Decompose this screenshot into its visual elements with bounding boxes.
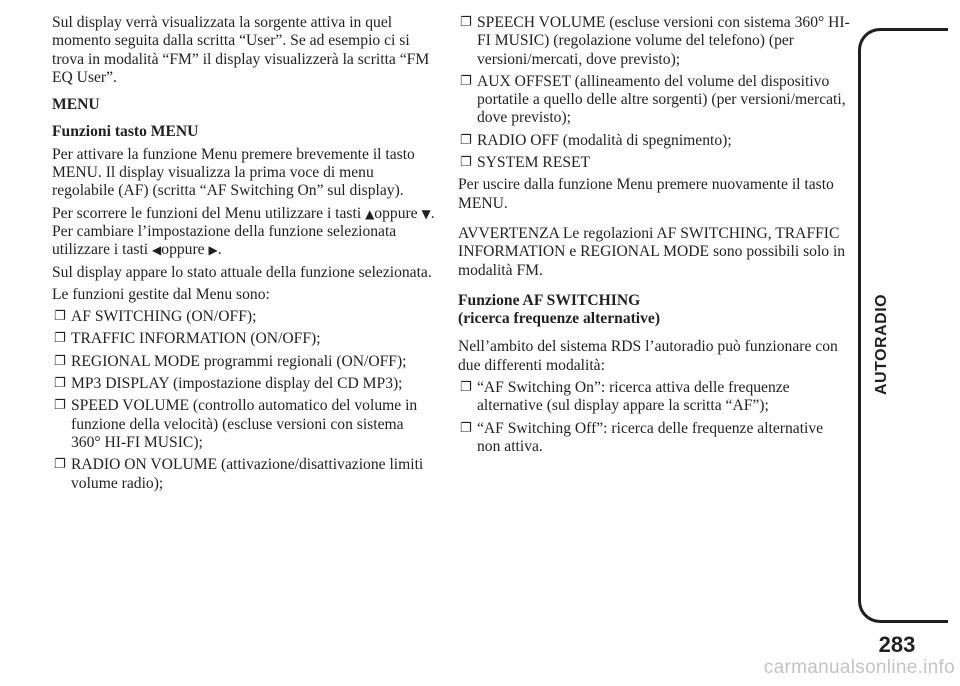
menu-navigation-paragraph xyxy=(52,205,437,260)
list-item: ❐ TRAFFIC INFORMATION (ON/OFF); xyxy=(54,330,321,348)
checkbox-bullet-icon: ❐ xyxy=(460,73,472,89)
nav-text-2: oppure xyxy=(374,204,422,222)
checkbox-bullet-icon: ❐ xyxy=(460,132,472,148)
list-item: ❐ “AF Switching Off”: ricerca delle frequenze alternative non attiva. xyxy=(460,419,824,455)
checkbox-bullet-icon: ❐ xyxy=(460,420,472,436)
checkbox-bullet-icon: ❐ xyxy=(54,398,66,414)
arrow-down-icon: ▼ xyxy=(421,206,431,221)
status-paragraph: Sul display appare lo stato attuale della funzione selezionata. xyxy=(52,263,432,281)
checkbox-bullet-icon: ❐ xyxy=(460,380,472,396)
functions-intro: Le funzioni gestite dal Menu sono: xyxy=(52,285,270,303)
list-item: ❐ SYSTEM RESET xyxy=(460,154,591,172)
checkbox-bullet-icon: ❐ xyxy=(460,155,472,171)
checkbox-bullet-icon: ❐ xyxy=(54,353,66,369)
list-item: ❐ REGIONAL MODE programmi regionali (ON/OFF); xyxy=(54,352,407,370)
menu-activation-paragraph: Per attivare la funzione Menu premere brevemente il tasto MENU. Il display visualizza la prima voce di menu regolabile (AF) (scritta “AF Switching On” sul display). xyxy=(52,145,415,200)
left-column xyxy=(52,14,437,497)
af-switching-heading: Funzione AF SWITCHING (ricerca frequenze alternative) xyxy=(458,291,661,328)
checkbox-bullet-icon: ❐ xyxy=(54,457,66,473)
intro-paragraph: Sul display verrà visualizzata la sorgente attiva in quel momento seguita dalla scritta “User”. Se ad esempio ci si trova in modalità “FM” il display visualizzerà la scritta “FM EQ User”. xyxy=(52,14,430,86)
right-column xyxy=(458,14,850,460)
list-item: ❐ RADIO ON VOLUME (attivazione/disattivazione limiti volume radio); xyxy=(54,456,424,492)
arrow-right-icon: ▶ xyxy=(208,243,218,258)
menu-heading: MENU xyxy=(52,96,100,114)
checkbox-bullet-icon: ❐ xyxy=(54,376,66,392)
list-item: ❐ RADIO OFF (modalità di spegnimento); xyxy=(460,131,732,149)
arrow-left-icon: ◀ xyxy=(152,243,162,258)
list-item: ❐ AF SWITCHING (ON/OFF); xyxy=(54,308,257,326)
list-item: ❐ SPEED VOLUME (controllo automatico del volume in funzione della velocità) (escluse versioni con sistema 360° HI-FI MUSIC); xyxy=(54,397,418,451)
menu-subheading: Funzioni tasto MENU xyxy=(52,123,199,141)
nav-text-1: Per scorrere le funzioni del Menu utilizzare i tasti xyxy=(52,204,366,222)
list-item: ❐ “AF Switching On”: ricerca attiva delle frequenze alternative (sul display appare la scritta “AF”); xyxy=(460,379,790,415)
warning-paragraph: AVVERTENZA Le regolazioni AF SWITCHING, TRAFFIC INFORMATION e REGIONAL MODE sono possibili solo in modalità FM. xyxy=(458,224,846,279)
watermark: carmanualsonline.info xyxy=(763,657,955,678)
nav-text-5: . xyxy=(217,241,222,259)
nav-text-3: . Per cambiare l’impostazione della funzione selezionata utilizzare i tasti xyxy=(52,204,435,259)
arrow-up-icon: ▲ xyxy=(365,206,375,221)
exit-menu-paragraph: Per uscire dalla funzione Menu premere nuovamente il tasto MENU. xyxy=(458,176,834,212)
nav-text-4: oppure xyxy=(161,241,209,259)
checkbox-bullet-icon: ❐ xyxy=(54,331,66,347)
af-intro-paragraph: Nell’ambito del sistema RDS l’autoradio può funzionare con due differenti modalità: xyxy=(458,338,838,374)
checkbox-bullet-icon: ❐ xyxy=(460,15,472,30)
chapter-tab xyxy=(858,28,948,623)
list-item: ❐ AUX OFFSET (allineamento del volume del dispositivo portatile a quello delle altre sorgenti) (per versioni/mercati, dove previsto); xyxy=(460,72,846,127)
page-number: 283 xyxy=(878,632,916,657)
checkbox-bullet-icon: ❐ xyxy=(54,309,66,325)
list-item: ❐ SPEECH VOLUME (escluse versioni con sistema 360° HI-FI MUSIC) (regolazione volume del telefono) (per versioni/mercati, dove previsto); xyxy=(460,14,850,68)
list-item: ❐ MP3 DISPLAY (impostazione display del CD MP3); xyxy=(54,375,403,393)
